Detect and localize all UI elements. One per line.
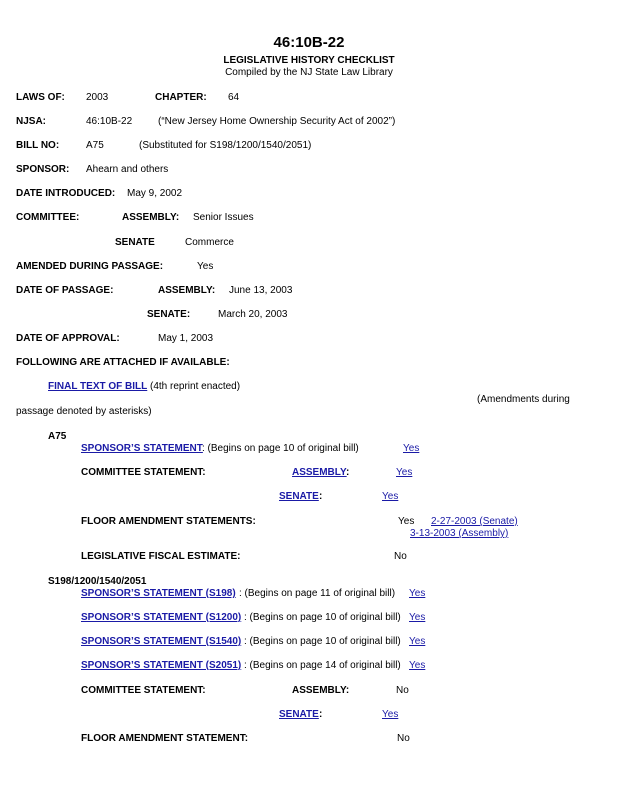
date-approval-label: DATE OF APPROVAL: [16, 333, 120, 344]
s2051-statement-note: : (Begins on page 14 of original bill) [244, 660, 401, 671]
s1200-statement-yes-link[interactable]: Yes [409, 612, 426, 623]
a75-floor-value: Yes [398, 516, 415, 527]
a75-label: A75 [48, 431, 67, 442]
s2051-statement-link[interactable]: SPONSOR’S STATEMENT (S2051) [81, 660, 242, 671]
a75-fiscal-label: LEGISLATIVE FISCAL ESTIMATE: [81, 551, 241, 562]
s2051-statement-yes-link[interactable]: Yes [409, 660, 426, 671]
amended-value: Yes [197, 261, 214, 272]
laws-of-label: LAWS OF: [16, 92, 65, 103]
page-subtitle: LEGISLATIVE HISTORY CHECKLIST [223, 55, 395, 66]
njsa-title: (“New Jersey Home Ownership Security Act of 2002”) [158, 116, 396, 127]
njsa-label: NJSA: [16, 116, 47, 127]
a75-floor-label: FLOOR AMENDMENT STATEMENTS: [81, 516, 256, 527]
s198-assembly-label: ASSEMBLY: [292, 685, 350, 696]
laws-of-value: 2003 [86, 92, 109, 103]
committee-assembly-value: Senior Issues [193, 212, 254, 223]
s198-statement-link[interactable]: SPONSOR’S STATEMENT (S198) [81, 588, 236, 599]
s198-label: S198/1200/1540/2051 [48, 576, 147, 587]
compiled-by: Compiled by the NJ State Law Library [225, 67, 393, 78]
s198-senate-link[interactable]: SENATE [279, 709, 319, 720]
a75-sponsor-yes-link[interactable]: Yes [403, 443, 420, 454]
sponsor-value: Ahearn and others [86, 164, 169, 175]
passage-senate-value: March 20, 2003 [218, 309, 288, 320]
date-introduced-value: May 9, 2002 [127, 188, 183, 199]
bill-no-label: BILL NO: [16, 140, 60, 151]
s198-statement-note: : (Begins on page 11 of original bill) [239, 588, 396, 599]
a75-sponsor-note: : (Begins on page 10 of original bill) [202, 443, 359, 454]
date-approval-value: May 1, 2003 [158, 333, 214, 344]
s1540-statement-yes-link[interactable]: Yes [409, 636, 426, 647]
s1540-statement-link[interactable]: SPONSOR’S STATEMENT (S1540) [81, 636, 242, 647]
committee-label: COMMITTEE: [16, 212, 80, 223]
s198-statement-yes-link[interactable]: Yes [409, 588, 426, 599]
s198-senate-yes-link[interactable]: Yes [382, 709, 399, 720]
a75-senate-yes-link[interactable]: Yes [382, 491, 399, 502]
attached-heading: FOLLOWING ARE ATTACHED IF AVAILABLE: [16, 357, 230, 368]
final-text-link[interactable]: FINAL TEXT OF BILL [48, 381, 148, 392]
committee-senate-value: Commerce [185, 237, 234, 248]
chapter-value: 64 [228, 92, 240, 103]
a75-sponsor-statement-link[interactable]: SPONSOR’S STATEMENT [81, 443, 203, 454]
date-passage-label: DATE OF PASSAGE: [16, 285, 114, 296]
s1200-statement-link[interactable]: SPONSOR’S STATEMENT (S1200) [81, 612, 242, 623]
a75-assembly-link[interactable]: ASSEMBLY [292, 467, 347, 478]
bill-no-note: (Substituted for S198/1200/1540/2051) [139, 140, 312, 151]
committee-assembly-label: ASSEMBLY: [122, 212, 180, 223]
floor-amend-senate-link[interactable]: 2-27-2003 (Senate) [431, 516, 518, 527]
passage-assembly-label: ASSEMBLY: [158, 285, 216, 296]
chapter-label: CHAPTER: [155, 92, 207, 103]
s198-floor-value: No [397, 733, 410, 744]
s198-floor-label: FLOOR AMENDMENT STATEMENT: [81, 733, 249, 744]
a75-committee-label: COMMITTEE STATEMENT: [81, 467, 206, 478]
final-text-note: (4th reprint enacted) [150, 381, 241, 392]
amended-label: AMENDED DURING PASSAGE: [16, 261, 164, 272]
s198-committee-label: COMMITTEE STATEMENT: [81, 685, 206, 696]
s1540-statement-note: : (Begins on page 10 of original bill) [244, 636, 401, 647]
a75-fiscal-value: No [394, 551, 407, 562]
page-title: 46:10B-22 [273, 34, 345, 51]
amendments-note-1: (Amendments during [477, 394, 570, 405]
amendments-note-2: passage denoted by asterisks) [16, 406, 152, 417]
njsa-value: 46:10B-22 [86, 116, 133, 127]
a75-senate-link[interactable]: SENATE [279, 491, 319, 502]
a75-assembly-yes-link[interactable]: Yes [396, 467, 413, 478]
floor-amend-assembly-link[interactable]: 3-13-2003 (Assembly) [410, 528, 509, 539]
passage-assembly-value: June 13, 2003 [229, 285, 293, 296]
committee-senate-label: SENATE [115, 237, 155, 248]
sponsor-label: SPONSOR: [16, 164, 70, 175]
bill-no-value: A75 [86, 140, 104, 151]
passage-senate-label: SENATE: [147, 309, 191, 320]
s1200-statement-note: : (Begins on page 10 of original bill) [244, 612, 401, 623]
s198-assembly-value: No [396, 685, 409, 696]
date-introduced-label: DATE INTRODUCED: [16, 188, 116, 199]
